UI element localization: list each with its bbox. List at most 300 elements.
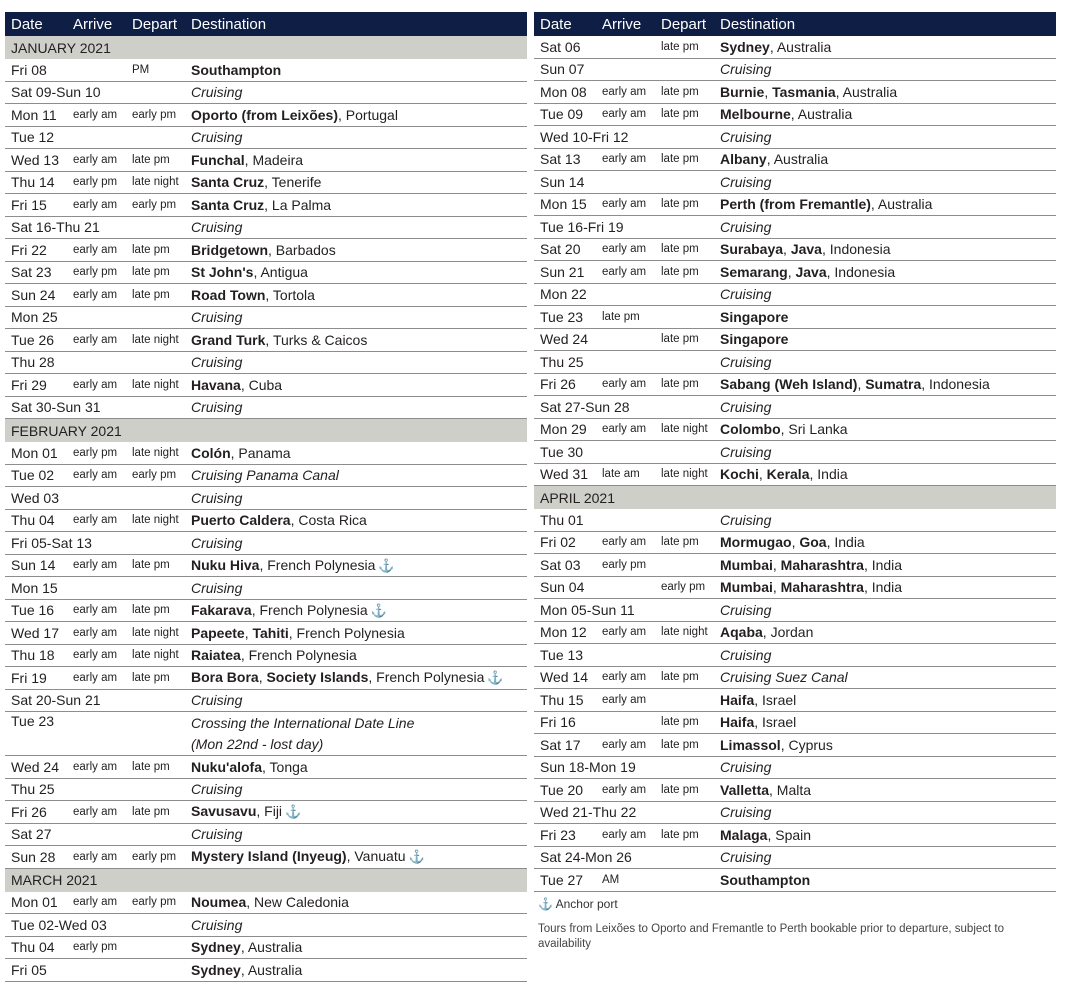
- row-destination: [191, 309, 527, 325]
- row-destination: [191, 580, 527, 596]
- row-date: Fri 15: [11, 196, 47, 213]
- row-date: Mon 05-Sun 11: [540, 601, 635, 618]
- itinerary-row: [534, 824, 1056, 847]
- row-destination: [191, 174, 527, 190]
- row-date: Sun 07: [540, 61, 585, 78]
- port-name: Tasmania: [772, 83, 836, 100]
- row-destination: [720, 354, 1056, 370]
- destination-text: , Tenerife: [264, 174, 322, 191]
- port-name: Mumbai: [720, 579, 773, 596]
- destination-text: ,: [764, 83, 773, 100]
- row-destination: [720, 421, 1056, 437]
- row-depart: late pm: [661, 828, 699, 841]
- destination-text: Cruising: [720, 759, 772, 776]
- row-date: Sat 27-Sun 28: [540, 398, 630, 415]
- destination-text: Cruising: [191, 826, 243, 843]
- row-depart: early pm: [132, 108, 177, 121]
- port-name: Semarang: [720, 263, 788, 280]
- row-arrive: early am: [602, 783, 647, 796]
- row-date: Tue 02-Wed 03: [11, 916, 107, 933]
- row-date: Wed 10-Fri 12: [540, 128, 629, 145]
- header-destination: Destination: [191, 15, 267, 33]
- row-depart: late night: [132, 176, 179, 189]
- itinerary-row: [534, 104, 1056, 127]
- row-date: Wed 31: [540, 466, 588, 483]
- port-name: Sydney: [191, 961, 241, 978]
- row-date: Mon 15: [11, 579, 58, 596]
- port-name: Java: [795, 263, 827, 280]
- destination-text: , Australia: [240, 961, 303, 978]
- port-name: Mumbai: [720, 556, 773, 573]
- row-date: Tue 27: [540, 871, 584, 888]
- row-date: Fri 05: [11, 961, 47, 978]
- row-arrive: early pm: [73, 176, 118, 189]
- destination-text: , Israel: [754, 714, 797, 731]
- port-name: Oporto (from Leixões): [191, 106, 339, 123]
- destination-text: Cruising: [720, 218, 772, 235]
- destination-text: Cruising: [191, 916, 243, 933]
- row-date: Mon 01: [11, 444, 58, 461]
- itinerary-row: [5, 510, 527, 533]
- destination-text: , French Polynesia: [288, 624, 405, 641]
- port-name: Limassol: [720, 736, 781, 753]
- itinerary-row: [534, 216, 1056, 239]
- row-arrive: early am: [602, 626, 647, 639]
- itinerary-row: [534, 261, 1056, 284]
- header-date: Date: [11, 15, 43, 33]
- row-date: Thu 28: [11, 354, 55, 371]
- row-arrive: early am: [73, 108, 118, 121]
- itinerary-row: [534, 351, 1056, 374]
- row-arrive: early am: [602, 198, 647, 211]
- itinerary-row: [534, 194, 1056, 217]
- destination-text: , Australia: [790, 106, 853, 123]
- row-arrive: early am: [73, 850, 118, 863]
- destination-text: , India: [863, 556, 903, 573]
- row-destination: [720, 714, 1056, 730]
- row-depart: late pm: [661, 108, 699, 121]
- row-date: Sun 21: [540, 263, 585, 280]
- row-arrive: early am: [602, 153, 647, 166]
- itinerary-row: [534, 554, 1056, 577]
- port-name: Haifa: [720, 714, 755, 731]
- row-date: Thu 25: [11, 781, 55, 798]
- row-date: Thu 15: [540, 691, 584, 708]
- row-destination: [720, 782, 1056, 798]
- row-depart: late pm: [132, 604, 170, 617]
- port-name: Tahiti: [252, 624, 289, 641]
- row-destination: [191, 445, 527, 461]
- itinerary-row: [5, 532, 527, 555]
- itinerary-row: [5, 329, 527, 352]
- itinerary-row: [534, 441, 1056, 464]
- row-date: Sun 24: [11, 286, 56, 303]
- itinerary-row: [5, 59, 527, 82]
- destination-text: ,: [772, 579, 781, 596]
- row-date: Thu 14: [11, 174, 55, 191]
- row-depart: early pm: [132, 469, 177, 482]
- destination-text: , Vanuatu: [346, 848, 406, 865]
- row-destination: [191, 84, 527, 100]
- itinerary-row: [534, 59, 1056, 82]
- row-date: Wed 14: [540, 669, 588, 686]
- row-depart: late pm: [661, 243, 699, 256]
- port-name: Surabaya: [720, 241, 784, 258]
- row-depart: late pm: [132, 243, 170, 256]
- port-name: Grand Turk: [191, 331, 266, 348]
- row-date: Tue 20: [540, 781, 584, 798]
- port-name: Raiatea: [191, 647, 241, 664]
- port-name: Colombo: [720, 421, 781, 438]
- itinerary-row: [5, 194, 527, 217]
- destination-text: Cruising: [191, 84, 243, 101]
- destination-text: , Israel: [754, 691, 797, 708]
- anchor-icon: ⚓: [408, 849, 425, 865]
- destination-text: , Madeira: [244, 151, 304, 168]
- itinerary-row: [5, 712, 527, 756]
- destination-text: Cruising: [191, 489, 243, 506]
- destination-text: Cruising: [720, 443, 772, 460]
- port-name: Nuku'alofa: [191, 758, 263, 775]
- port-name: Noumea: [191, 894, 247, 911]
- itinerary-row: [5, 690, 527, 713]
- itinerary-row: [5, 239, 527, 262]
- destination-text: Cruising: [720, 353, 772, 370]
- row-destination: [191, 264, 527, 280]
- port-name: Puerto Caldera: [191, 512, 291, 529]
- row-date: Fri 29: [11, 376, 47, 393]
- row-destination: [720, 39, 1056, 55]
- itinerary-row: [534, 644, 1056, 667]
- row-destination: [191, 490, 527, 506]
- destination-text: Cruising: [720, 398, 772, 415]
- row-date: Sun 28: [11, 848, 56, 865]
- itinerary-row: [534, 734, 1056, 757]
- row-destination: [191, 242, 527, 258]
- port-name: Albany: [720, 151, 767, 168]
- row-depart: late pm: [661, 153, 699, 166]
- itinerary-row: [5, 217, 527, 240]
- row-destination: [191, 557, 527, 574]
- itinerary-row: [534, 284, 1056, 307]
- itinerary-row: [534, 847, 1056, 870]
- row-date: Fri 26: [540, 376, 576, 393]
- row-arrive: early am: [602, 693, 647, 706]
- anchor-icon: ⚓: [538, 896, 553, 911]
- anchor-icon: ⚓: [487, 670, 504, 686]
- itinerary-row: [534, 239, 1056, 262]
- row-depart: early pm: [132, 850, 177, 863]
- port-name: Maharashtra: [780, 556, 864, 573]
- row-destination: [191, 287, 527, 303]
- row-destination: [191, 713, 527, 755]
- itinerary-row: [5, 779, 527, 802]
- row-arrive: early am: [602, 671, 647, 684]
- itinerary-row: [534, 374, 1056, 397]
- row-arrive: early am: [602, 378, 647, 391]
- row-destination: [191, 62, 527, 78]
- itinerary-row: [534, 779, 1056, 802]
- port-name: Southampton: [720, 871, 811, 888]
- destination-text: Cruising: [191, 399, 243, 416]
- port-name: Havana: [191, 376, 241, 393]
- port-name: Malaga: [720, 826, 768, 843]
- destination-text: Cruising: [720, 511, 772, 528]
- port-name: Haifa: [720, 691, 755, 708]
- row-date: Mon 29: [540, 421, 587, 438]
- itinerary-row: [5, 487, 527, 510]
- destination-text: , Malta: [769, 781, 812, 798]
- row-arrive: late pm: [602, 310, 640, 323]
- itinerary-row: [5, 846, 527, 869]
- row-depart: late pm: [132, 671, 170, 684]
- row-date: Fri 26: [11, 803, 47, 820]
- row-depart: late pm: [661, 716, 699, 729]
- row-arrive: early am: [602, 243, 647, 256]
- itinerary-row: [5, 374, 527, 397]
- row-destination: [720, 647, 1056, 663]
- row-arrive: early am: [73, 559, 118, 572]
- row-depart: late night: [132, 378, 179, 391]
- row-destination: [720, 106, 1056, 122]
- anchor-legend-label: Anchor port: [555, 896, 618, 911]
- row-destination: [720, 602, 1056, 618]
- destination-text: Cruising Suez Canal: [720, 669, 848, 686]
- itinerary-row: [5, 667, 527, 690]
- port-name: Goa: [799, 534, 827, 551]
- row-destination: [191, 354, 527, 370]
- row-date: Sat 20-Sun 21: [11, 692, 101, 709]
- row-arrive: early am: [73, 649, 118, 662]
- row-arrive: early am: [602, 423, 647, 436]
- destination-text: ,: [791, 534, 800, 551]
- row-destination: [191, 917, 527, 933]
- row-date: Tue 02: [11, 467, 55, 484]
- itinerary-row: [534, 81, 1056, 104]
- header-depart: Depart: [661, 15, 707, 33]
- destination-text: , Australia: [870, 196, 933, 213]
- itinerary-row: [5, 645, 527, 668]
- row-arrive: late am: [602, 468, 640, 481]
- row-depart: late night: [132, 446, 179, 459]
- row-depart: late pm: [132, 266, 170, 279]
- row-destination: [191, 332, 527, 348]
- destination-text: , Australia: [766, 151, 829, 168]
- anchor-icon: ⚓: [285, 804, 302, 820]
- row-date: Mon 08: [540, 83, 587, 100]
- row-destination: [720, 241, 1056, 257]
- destination-text: , French Polynesia: [251, 601, 368, 618]
- itinerary-row: [534, 464, 1056, 487]
- row-depart: early pm: [661, 581, 706, 594]
- row-destination: [720, 196, 1056, 212]
- port-name: Melbourne: [720, 106, 791, 123]
- row-destination: [191, 197, 527, 213]
- port-name: Santa Cruz: [191, 196, 265, 213]
- itinerary-rows-left: [5, 36, 527, 982]
- destination-text: , Indonesia: [826, 263, 896, 280]
- row-date: Wed 03: [11, 489, 59, 506]
- row-arrive: early am: [602, 828, 647, 841]
- header-depart: Depart: [132, 15, 178, 33]
- destination-text: , Panama: [230, 444, 291, 461]
- port-name: Valletta: [720, 781, 770, 798]
- row-date: Sun 04: [540, 579, 585, 596]
- row-destination: [191, 962, 527, 978]
- destination-text: ,: [857, 376, 866, 393]
- port-name: Kochi: [720, 466, 759, 483]
- itinerary-row: [534, 577, 1056, 600]
- row-date: Sat 13: [540, 151, 581, 168]
- itinerary-row: [5, 824, 527, 847]
- destination-text: , Cyprus: [780, 736, 833, 753]
- destination-text: , French Polynesia: [368, 669, 485, 686]
- port-name: Singapore: [720, 331, 789, 348]
- row-destination: [191, 647, 527, 663]
- row-date: Tue 30: [540, 443, 584, 460]
- row-destination: [191, 377, 527, 393]
- row-destination: [191, 535, 527, 551]
- row-destination: [720, 669, 1056, 685]
- month-header: MARCH 2021: [5, 869, 527, 892]
- itinerary-row: [534, 532, 1056, 555]
- port-name: Sabang (Weh Island): [720, 376, 858, 393]
- row-date: Sat 24-Mon 26: [540, 849, 632, 866]
- itinerary-row: [5, 262, 527, 285]
- row-destination: [720, 399, 1056, 415]
- row-arrive: early am: [73, 671, 118, 684]
- row-date: Mon 22: [540, 286, 587, 303]
- itinerary-row: [534, 36, 1056, 59]
- row-date: Sat 09-Sun 10: [11, 84, 101, 101]
- port-name: Singapore: [720, 308, 789, 325]
- itinerary-row: [534, 802, 1056, 825]
- itinerary-rows-right: [534, 36, 1056, 892]
- row-depart: late pm: [132, 805, 170, 818]
- month-header: FEBRUARY 2021: [5, 419, 527, 442]
- port-name: Burnie: [720, 83, 765, 100]
- header-date: Date: [540, 15, 572, 33]
- row-destination: [191, 219, 527, 235]
- row-depart: late pm: [661, 198, 699, 211]
- row-destination: [191, 848, 527, 865]
- row-destination: [720, 84, 1056, 100]
- row-arrive: AM: [602, 873, 620, 886]
- row-date: Thu 25: [540, 353, 584, 370]
- port-name: Java: [790, 241, 822, 258]
- row-destination: [720, 827, 1056, 843]
- itinerary-row: [534, 869, 1056, 892]
- port-name: Papeete: [191, 624, 245, 641]
- destination-text: , Cuba: [240, 376, 283, 393]
- itinerary-row: [5, 284, 527, 307]
- itinerary-row: [534, 329, 1056, 352]
- row-depart: late pm: [132, 153, 170, 166]
- destination-text: , Turks & Caicos: [265, 331, 368, 348]
- row-date: Tue 13: [540, 646, 584, 663]
- row-date: Mon 11: [11, 106, 57, 123]
- itinerary-row: [5, 892, 527, 915]
- destination-text: , India: [809, 466, 848, 483]
- destination-text: , Antigua: [253, 264, 308, 281]
- row-depart: late pm: [661, 378, 699, 391]
- destination-text: ,: [787, 263, 796, 280]
- row-arrive: early pm: [73, 266, 118, 279]
- row-date: Tue 23: [11, 713, 55, 729]
- row-depart: late night: [661, 468, 708, 481]
- row-destination: [191, 152, 527, 168]
- row-destination: [720, 557, 1056, 573]
- row-date: Sat 20: [540, 241, 581, 258]
- port-name: Nuku Hiva: [191, 556, 260, 573]
- row-destination: [720, 466, 1056, 482]
- destination-text: , Spain: [767, 826, 812, 843]
- itinerary-row: [534, 689, 1056, 712]
- destination-text: Cruising: [720, 286, 772, 303]
- row-destination: [720, 129, 1056, 145]
- row-date: Wed 24: [11, 758, 59, 775]
- itinerary-column-right: [534, 12, 1056, 952]
- destination-text: ,: [258, 669, 267, 686]
- port-name: Society Islands: [266, 669, 369, 686]
- destination-text: , Indonesia: [821, 241, 891, 258]
- itinerary-row: [5, 937, 527, 960]
- row-arrive: early am: [602, 85, 647, 98]
- port-name: Mormugao: [720, 534, 792, 551]
- itinerary-row: [534, 757, 1056, 780]
- row-depart: late night: [132, 626, 179, 639]
- itinerary-row: [5, 622, 527, 645]
- month-header: JANUARY 2021: [5, 36, 527, 59]
- itinerary-row: [5, 801, 527, 824]
- destination-text: Cruising: [720, 601, 772, 618]
- row-depart: late pm: [661, 85, 699, 98]
- row-destination: [191, 826, 527, 842]
- destination-text: Cruising: [720, 128, 772, 145]
- row-destination: [191, 781, 527, 797]
- itinerary-row: [534, 622, 1056, 645]
- port-name: Savusavu: [191, 803, 257, 820]
- destination-text: , Sri Lanka: [780, 421, 848, 438]
- destination-line: Crossing the International Date Line: [191, 715, 415, 731]
- row-destination: [191, 399, 527, 415]
- destination-text: ,: [783, 241, 791, 258]
- row-date: Fri 19: [11, 669, 47, 686]
- row-arrive: early am: [73, 153, 118, 166]
- itinerary-row: [5, 959, 527, 982]
- destination-text: , Jordan: [762, 624, 814, 641]
- destination-text: , India: [826, 534, 865, 551]
- itinerary-column-left: [5, 12, 527, 982]
- destination-text: , Australia: [240, 939, 303, 956]
- row-destination: [720, 849, 1056, 865]
- row-destination: [720, 804, 1056, 820]
- row-date: Thu 18: [11, 647, 55, 664]
- port-name: Southampton: [191, 61, 282, 78]
- row-date: Thu 04: [11, 512, 55, 529]
- row-destination: [720, 579, 1056, 595]
- anchor-icon: ⚓: [370, 602, 387, 618]
- row-arrive: early am: [73, 469, 118, 482]
- destination-text: Cruising: [191, 692, 243, 709]
- destination-lines: [191, 713, 527, 755]
- row-destination: [191, 692, 527, 708]
- row-destination: [191, 602, 527, 619]
- row-date: Tue 12: [11, 129, 55, 146]
- row-destination: [720, 692, 1056, 708]
- month-header: APRIL 2021: [534, 486, 1056, 509]
- row-destination: [720, 512, 1056, 528]
